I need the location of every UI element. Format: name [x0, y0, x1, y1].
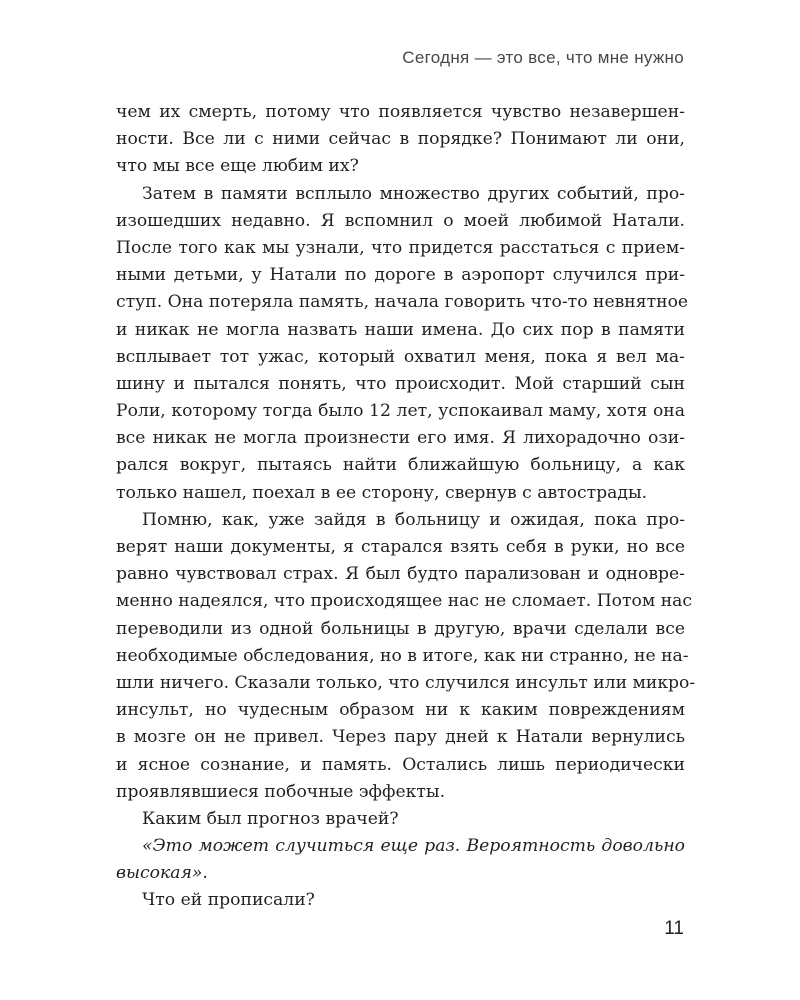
text-line: изошедших недавно. Я вспомнил о моей любимой Натали.	[116, 210, 685, 231]
text-line: шину и пытался понять, что происходит. Мой старший сын	[116, 373, 685, 394]
text-line: После того как мы узнали, что придется расстаться с прием-	[116, 237, 685, 258]
quote-line: высокая».	[116, 863, 208, 884]
text-line: ности. Все ли с ними сейчас в порядке? Понимают ли они,	[116, 129, 685, 150]
text-line: в мозге он не привел. Через пару дней к Натали вернулись	[116, 727, 685, 748]
text-line: равно чувствовал страх. Я был будто парализован и одновре-	[116, 564, 685, 585]
text-line: проявлявшиеся побочные эффекты.	[116, 781, 446, 802]
quote-line: «Это может случиться еще раз. Вероятность довольно	[142, 836, 685, 857]
text-line: всплывает тот ужас, который охватил меня, пока я вел ма-	[116, 346, 685, 367]
text-line: Помню, как, уже зайдя в больницу и ожидая, пока про-	[142, 509, 685, 530]
text-line: инсульт, но чудесным образом ни к каким повреждениям	[116, 700, 685, 721]
text-line: ными детьми, у Натали по дороге в аэропорт случился при-	[116, 265, 685, 286]
text-line: что мы все еще любим их?	[116, 156, 359, 177]
text-line: Затем в памяти всплыло множество других событий, про-	[142, 183, 685, 204]
text-line: ступ. Она потеряла память, начала говорить что-то невнятное	[116, 292, 689, 313]
text-line: менно надеялся, что происходящее нас не сломает. Потом нас	[116, 591, 693, 612]
text-line: Роли, которому тогда было 12 лет, успокаивал маму, хотя она	[116, 401, 685, 422]
body-text	[116, 99, 696, 915]
running-head: Сегодня — это все, что мне нужно	[402, 48, 684, 67]
text-line: верят наши документы, я старался взять себя в руки, но все	[116, 537, 685, 557]
text-line: Что ей прописали?	[142, 890, 315, 911]
text-line: и никак не могла назвать наши имена. До сих пор в памяти	[116, 319, 685, 340]
text-line: Каким был прогноз врачей?	[142, 808, 399, 829]
text-line: переводили из одной больницы в другую, врачи сделали все	[116, 618, 685, 639]
text-line: только нашел, поехал в ее сторону, свернув с автострады.	[116, 482, 648, 503]
text-line: чем их смерть, потому что появляется чувство незавершен-	[116, 102, 685, 122]
text-line: необходимые обследования, но в итоге, как ни странно, не на-	[116, 645, 689, 666]
text-line: и ясное сознание, и память. Остались лишь периодически	[116, 754, 685, 775]
text-line: рался вокруг, пытаясь найти ближайшую больницу, а как	[116, 455, 685, 476]
text-line: все никак не могла произнести его имя. Я лихорадочно ози-	[116, 428, 685, 449]
page-number: 11	[664, 918, 684, 939]
text-line: шли ничего. Сказали только, что случился инсульт или микро-	[116, 672, 696, 693]
